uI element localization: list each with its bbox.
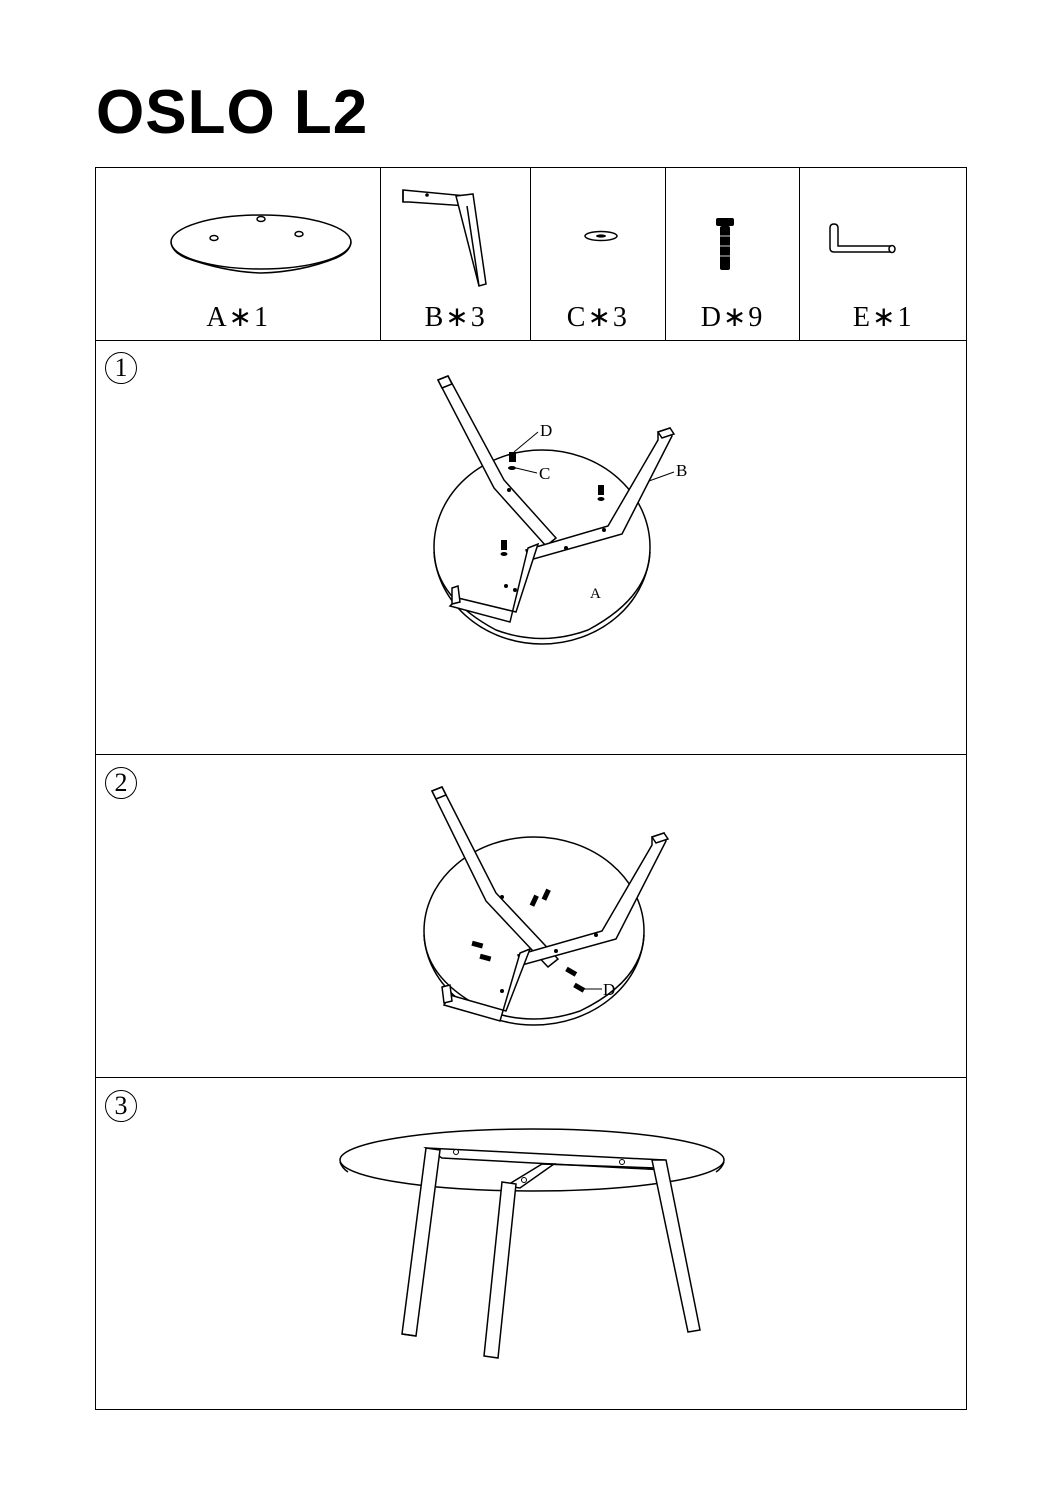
- parts-list: [96, 168, 966, 341]
- step-1-illustration: [96, 340, 966, 753]
- part-b-label: B∗3: [424, 302, 487, 333]
- step-1-callout-washer: C: [539, 464, 551, 483]
- part-c: [531, 168, 666, 340]
- step-1-callout-bolt: D: [540, 421, 553, 440]
- bolt-icon: [666, 168, 801, 308]
- step-1-panel: [96, 340, 966, 755]
- part-d-label: D∗9: [700, 302, 765, 333]
- part-e-label: E∗1: [852, 302, 914, 333]
- document-title: OSLO L2: [96, 78, 369, 147]
- leg-icon: [381, 168, 531, 308]
- allen-key-icon: [800, 168, 966, 308]
- step-1-callout-top: A: [590, 586, 601, 602]
- part-b: [381, 168, 531, 340]
- step-3-number: 3: [105, 1090, 137, 1122]
- step-2-callout-bolt: D: [603, 980, 616, 999]
- part-a-label: A∗1: [206, 302, 271, 333]
- assembly-sheet: [95, 167, 967, 1410]
- part-e: [800, 168, 966, 340]
- step-1-callout-leg: B: [676, 461, 688, 480]
- table-top-icon: [96, 168, 382, 308]
- step-2-number: 2: [105, 767, 137, 799]
- step-3-panel: [96, 1078, 966, 1409]
- step-3-illustration: [96, 1078, 966, 1407]
- part-c-label: C∗3: [566, 302, 629, 333]
- step-1-number: 1: [105, 352, 137, 384]
- step-2-panel: [96, 755, 966, 1078]
- part-a: [96, 168, 381, 340]
- washer-icon: [531, 168, 666, 308]
- part-d: [666, 168, 801, 340]
- step-2-illustration: [96, 755, 966, 1076]
